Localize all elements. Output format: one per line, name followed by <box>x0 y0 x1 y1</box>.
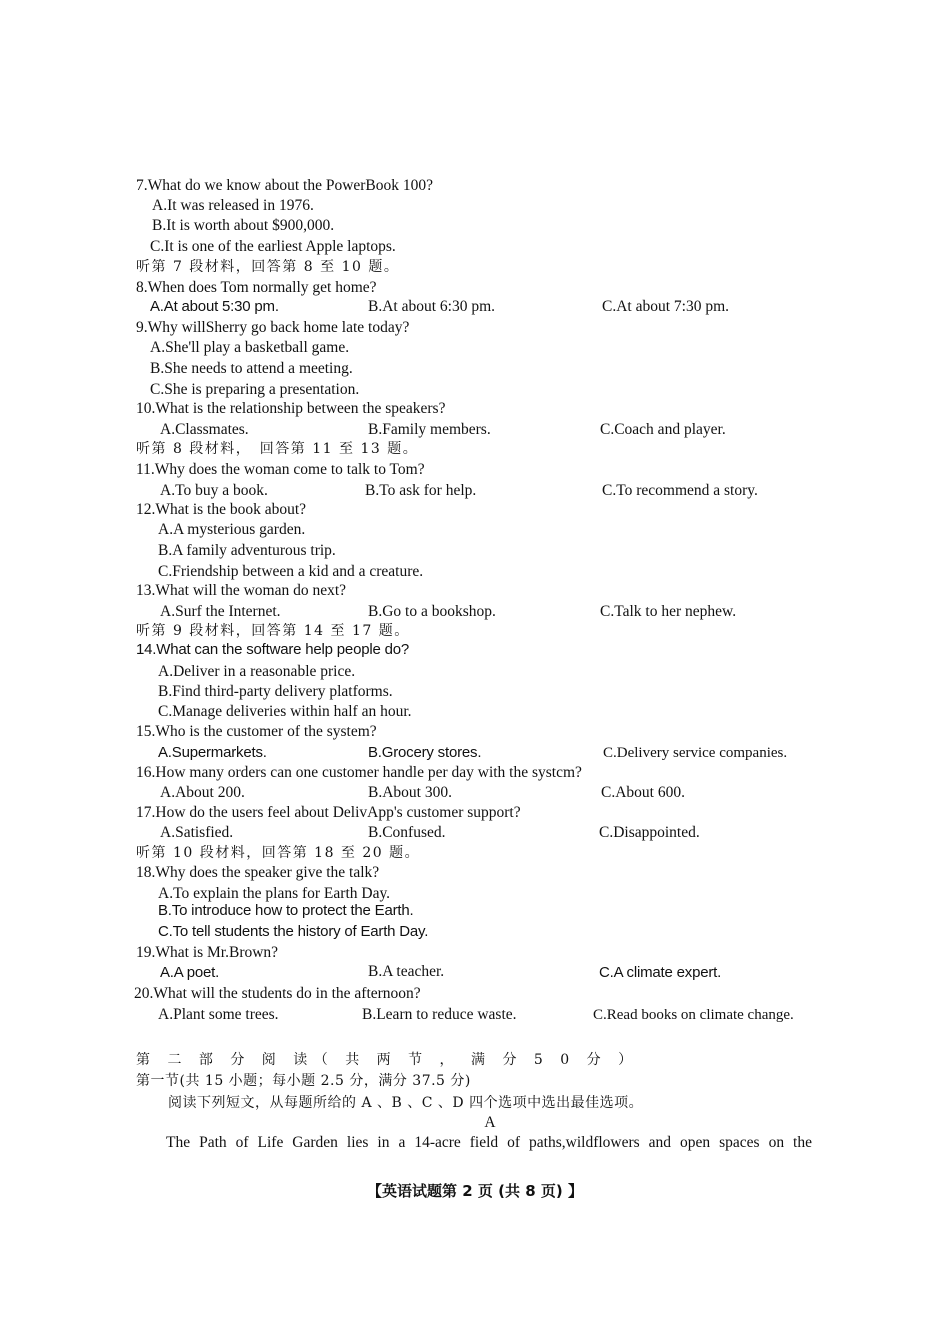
passage-label: A <box>484 1114 496 1131</box>
question-10-stem: 10.What is the relationship between the speakers? <box>136 400 446 417</box>
question-11-stem: 11.Why does the woman come to talk to Tom? <box>136 461 425 478</box>
part-2-title: 第 二 部 分 阅 读（ 共 两 节 ， 满 分 5 0 分 ） <box>136 1052 639 1068</box>
question-12-option-b: B.A family adventurous trip. <box>158 542 336 559</box>
question-9-option-a: A.She'll play a basketball game. <box>150 339 350 356</box>
question-14-stem: 14.What can the software help people do? <box>136 641 410 658</box>
question-15-option-b: B.Grocery stores. <box>368 744 482 761</box>
question-20-option-b: B.Learn to reduce waste. <box>362 1006 517 1023</box>
question-19-option-c: C.A climate expert. <box>599 964 722 981</box>
question-17-option-a: A.Satisfied. <box>160 824 234 841</box>
section-7-heading: 听第 7 段材料，回答第 8 至 10 题。 <box>136 259 400 275</box>
question-8-option-a: A.At about 5:30 pm. <box>150 298 279 315</box>
section-9-heading: 听第 9 段材料，回答第 14 至 17 题。 <box>136 623 410 639</box>
question-7-option-c: C.It is one of the earliest Apple laptops. <box>150 238 396 255</box>
question-13-option-c: C.Talk to her nephew. <box>600 603 737 620</box>
question-9-option-c: C.She is preparing a presentation. <box>150 381 360 398</box>
question-8-stem: 8.When does Tom normally get home? <box>136 279 377 296</box>
question-18-option-b: B.To introduce how to protect the Earth. <box>158 902 414 919</box>
question-13-option-b: B.Go to a bookshop. <box>368 603 496 620</box>
question-20-option-c: C.Read books on climate change. <box>593 1007 794 1023</box>
section-8-heading: 听第 8 段材料， 回答第 11 至 13 题。 <box>136 441 419 457</box>
question-14-option-c: C.Manage deliveries within half an hour. <box>158 703 412 720</box>
question-10-option-c: C.Coach and player. <box>600 421 726 438</box>
question-11-option-c: C.To recommend a story. <box>602 482 758 499</box>
question-7-option-b: B.It is worth about $900,000. <box>152 217 335 234</box>
question-20-stem: 20.What will the students do in the afternoon? <box>134 985 421 1002</box>
question-7-option-a: A.It was released in 1976. <box>152 197 314 214</box>
question-16-option-c: C.About 600. <box>601 784 685 801</box>
question-12-option-a: A.A mysterious garden. <box>158 521 306 538</box>
question-9-stem: 9.Why willSherry go back home late today? <box>136 319 410 336</box>
question-8-option-c: C.At about 7:30 pm. <box>602 298 730 315</box>
part-2-section-1-heading: 第一节(共 15 小题；每小题 2.5 分，满分 37.5 分) <box>136 1073 471 1089</box>
question-20-option-a: A.Plant some trees. <box>158 1006 279 1023</box>
question-18-stem: 18.Why does the speaker give the talk? <box>136 864 380 881</box>
question-14-option-b: B.Find third-party delivery platforms. <box>158 683 393 700</box>
question-12-option-c: C.Friendship between a kid and a creature. <box>158 563 424 580</box>
question-10-option-a: A.Classmates. <box>160 421 249 438</box>
question-19-stem: 19.What is Mr.Brown? <box>136 944 279 961</box>
question-11-option-a: A.To buy a book. <box>160 482 268 499</box>
question-16-stem: 16.How many orders can one customer handle per day with the systcm? <box>136 764 582 781</box>
question-17-option-b: B.Confused. <box>368 824 446 841</box>
page-footer: 【英语试题第 2 页 (共 8 页) 】 <box>367 1182 583 1200</box>
question-9-option-b: B.She needs to attend a meeting. <box>150 360 353 377</box>
question-10-option-b: B.Family members. <box>368 421 491 438</box>
question-7-stem: 7.What do we know about the PowerBook 100? <box>136 177 434 194</box>
question-11-option-b: B.To ask for help. <box>365 482 477 499</box>
question-17-stem: 17.How do the users feel about DelivApp's customer support? <box>136 804 521 821</box>
question-14-option-a: A.Deliver in a reasonable price. <box>158 663 356 680</box>
question-13-stem: 13.What will the woman do next? <box>136 582 347 599</box>
question-16-option-b: B.About 300. <box>368 784 452 801</box>
question-15-option-a: A.Supermarkets. <box>158 744 267 761</box>
question-18-option-c: C.To tell students the history of Earth Day. <box>158 923 429 940</box>
question-12-stem: 12.What is the book about? <box>136 501 307 518</box>
question-8-option-b: B.At about 6:30 pm. <box>368 298 496 315</box>
question-16-option-a: A.About 200. <box>160 784 245 801</box>
question-19-option-a: A.A poet. <box>160 964 220 981</box>
passage-first-line: The Path of Life Garden lies in a 14-acre field of paths,wildflowers and open spaces on the <box>166 1134 812 1151</box>
question-17-option-c: C.Disappointed. <box>599 824 700 841</box>
question-18-option-a: A.To explain the plans for Earth Day. <box>158 885 391 902</box>
question-15-stem: 15.Who is the customer of the system? <box>136 723 377 740</box>
question-15-option-c: C.Delivery service companies. <box>603 745 788 761</box>
question-13-option-a: A.Surf the Internet. <box>160 603 281 620</box>
question-19-option-b: B.A teacher. <box>368 963 445 980</box>
reading-instruction: 阅读下列短文，从每题所给的 A 、B 、C 、D 四个选项中选出最佳选项。 <box>168 1095 644 1111</box>
section-10-heading: 听第 10 段材料，回答第 18 至 20 题。 <box>136 845 421 861</box>
